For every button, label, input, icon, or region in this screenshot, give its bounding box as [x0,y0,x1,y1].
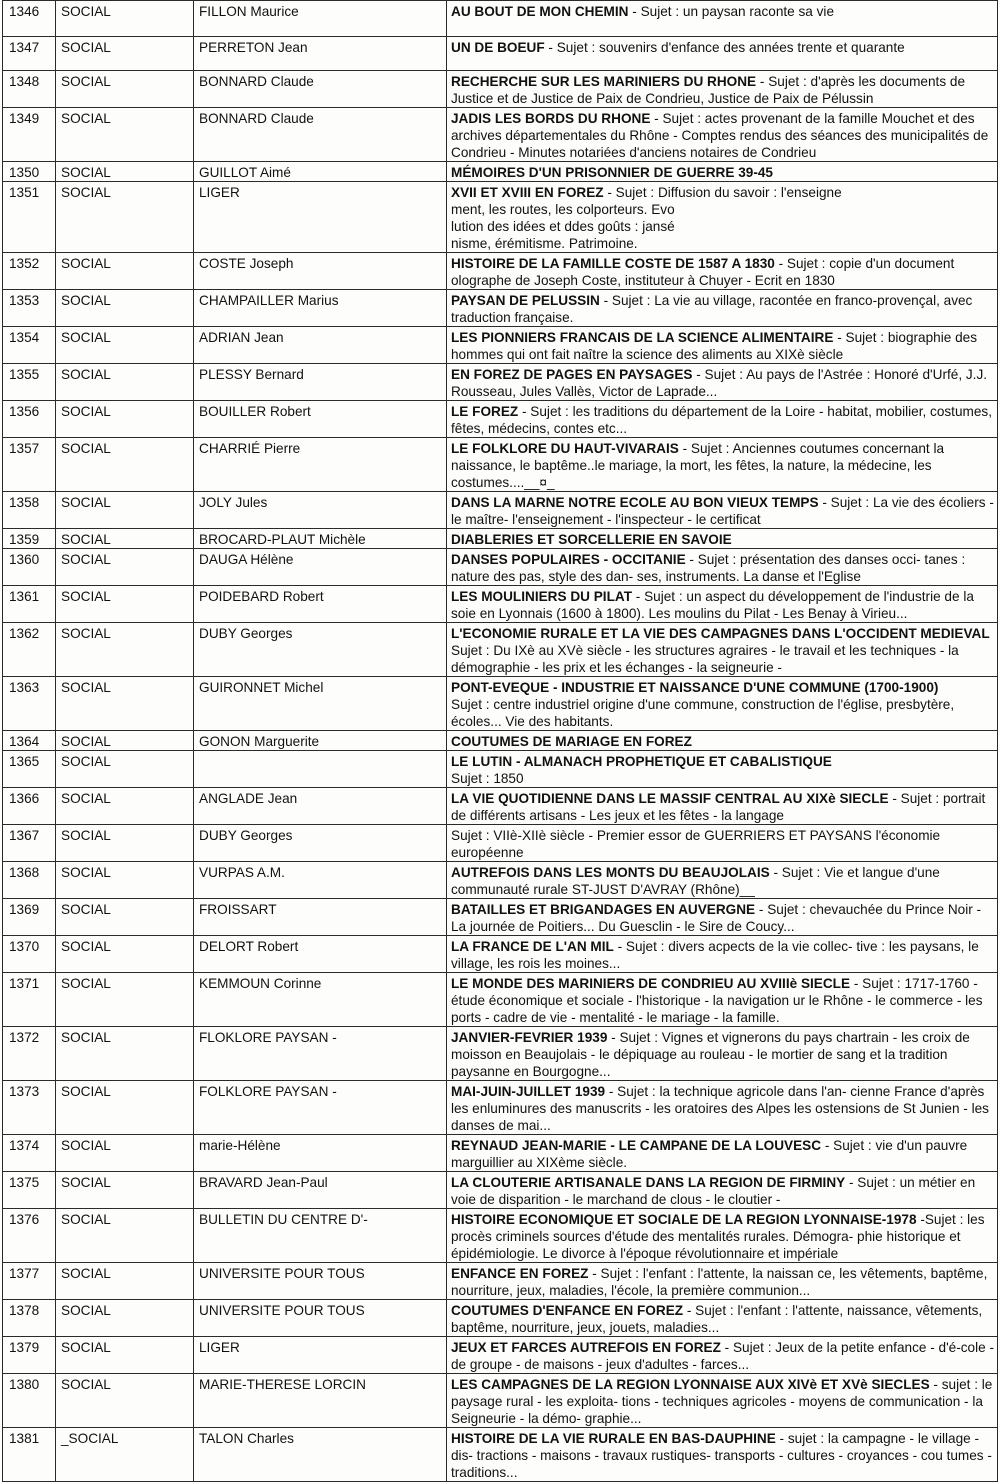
table-row [3,973,998,1027]
description [447,1300,998,1337]
book-title: LE LUTIN - ALMANACH PROPHETIQUE ET CABALISTIQUE [451,754,832,769]
description [447,1428,998,1482]
author: marie-Hélène [194,1135,447,1172]
subject-text: - Sujet : divers acpects de la vie collec- tive : les paysans, le village, les rois les moines... [451,939,979,971]
subject-text: - Sujet : d'après les documents de Justice et de Justice de Paix de Condrieu, Justice de Paix de Pélussin [451,74,966,106]
author: BOUILLER Robert [194,401,447,438]
author: JOLY Jules [194,492,447,529]
category: SOCIAL [56,862,194,899]
subject-text: - Sujet : copie d'un document olographe de Joseph Coste, instituteur à Chuyer - Ecrit en 1830 [451,256,955,288]
record-number: 1373 [3,1081,56,1135]
catalog-sheet [2,0,998,1482]
author: COSTE Joseph [194,253,447,290]
subject-text: - Sujet : chevauchée du Prince Noir - La journée de Poitiers... Du Guesclin - le Sire de Coucy... [451,902,982,934]
table-row [3,290,998,327]
author: PERRETON Jean [194,37,447,71]
description [447,623,998,677]
record-number: 1353 [3,290,56,327]
table-row [3,37,998,71]
author: BRAVARD Jean-Paul [194,1172,447,1209]
record-number: 1369 [3,899,56,936]
record-number: 1381 [3,1428,56,1482]
book-title: HISTOIRE DE LA FAMILLE COSTE DE 1587 A 1830 [451,256,775,271]
category: SOCIAL [56,108,194,162]
description [447,401,998,438]
book-title: LES MOULINIERS DU PILAT [451,589,632,604]
subject-text: - Sujet : portrait de différents artisans - Les jeux et les fêtes - la langage [451,791,986,823]
table-row [3,1300,998,1337]
description [447,1172,998,1209]
author: MARIE-THERESE LORCIN [194,1374,447,1428]
subject-text: - Sujet : l'enfant : l'attente, la naissan ce, les vêtements, baptême, nourriture, jeux, maladies, l'école, la première communion... [451,1266,988,1298]
table-row [3,586,998,623]
author: POIDEBARD Robert [194,586,447,623]
record-number: 1368 [3,862,56,899]
description [447,327,998,364]
record-number: 1361 [3,586,56,623]
author: CHAMPAILLER Marius [194,290,447,327]
record-number: 1378 [3,1300,56,1337]
category: SOCIAL [56,529,194,549]
record-number: 1380 [3,1374,56,1428]
description [447,899,998,936]
subject-text: - Sujet : La vie au village, racontée en franco-provençal, avec traduction française. [451,293,973,325]
description [447,1337,998,1374]
category: SOCIAL [56,290,194,327]
description [447,1374,998,1428]
author: LIGER [194,1337,447,1374]
record-number: 1354 [3,327,56,364]
table-row [3,438,998,492]
author: BONNARD Claude [194,71,447,108]
author: FROISSART [194,899,447,936]
category: SOCIAL [56,492,194,529]
category: SOCIAL [56,1172,194,1209]
description [447,1263,998,1300]
description [447,162,998,182]
description [447,1209,998,1263]
book-title: LE FOREZ [451,404,519,419]
book-title: ENFANCE EN FOREZ [451,1266,589,1281]
record-number: 1370 [3,936,56,973]
subject-text: - Sujet : présentation des danses occi- tanes : nature des pas, style des dan- ses, instruments. La danse et l'Eglise [451,552,966,584]
book-title: LA VIE QUOTIDIENNE DANS LE MASSIF CENTRAL AU XIXè SIECLE [451,791,889,806]
record-number: 1377 [3,1263,56,1300]
description [447,108,998,162]
book-title: REYNAUD JEAN-MARIE - LE CAMPANE DE LA LOUVESC [451,1138,822,1153]
book-title: MAI-JUIN-JUILLET 1939 [451,1084,606,1099]
record-number: 1362 [3,623,56,677]
table-row [3,1374,998,1428]
table-row [3,1135,998,1172]
author: FILLON Maurice [194,1,447,37]
book-title: COUTUMES DE MARIAGE EN FOREZ [451,734,692,749]
category: SOCIAL [56,549,194,586]
table-row [3,549,998,586]
table-row [3,862,998,899]
book-title: HISTOIRE ECONOMIQUE ET SOCIALE DE LA REGION LYONNAISE-1978 [451,1212,917,1227]
author: LIGER [194,182,447,253]
subject-text: - Sujet : la technique agricole dans l'an- cienne France d'après les enluminures des manuscrits - les oratoires des Alpes les ostensions de St Junien - les danses de mai... [451,1084,989,1133]
book-title: DIABLERIES ET SORCELLERIE EN SAVOIE [451,532,732,547]
table-row [3,623,998,677]
category: SOCIAL [56,1135,194,1172]
table-row [3,1263,998,1300]
book-title: LES PIONNIERS FRANCAIS DE LA SCIENCE ALIMENTAIRE [451,330,834,345]
description [447,1027,998,1081]
record-number: 1347 [3,37,56,71]
author: TALON Charles [194,1428,447,1482]
author: GUIRONNET Michel [194,677,447,731]
category: SOCIAL [56,731,194,751]
table-row [3,71,998,108]
book-title: LA CLOUTERIE ARTISANALE DANS LA REGION DE FIRMINY [451,1175,846,1190]
table-row [3,936,998,973]
description [447,973,998,1027]
book-title: PONT-EVEQUE - INDUSTRIE ET NAISSANCE D'UNE COMMUNE (1700-1900) [451,680,939,695]
table-row [3,677,998,731]
category: SOCIAL [56,825,194,862]
category: SOCIAL [56,788,194,825]
subject-text: Sujet : 1850 [451,771,524,786]
record-number: 1371 [3,973,56,1027]
table-row [3,899,998,936]
subject-text: - Sujet : souvenirs d'enfance des années trente et quarante [544,40,905,55]
subject-text: Sujet : VIIè-XIIè siècle - Premier essor de GUERRIERS ET PAYSANS l'économie européenne [451,828,941,860]
book-title: RECHERCHE SUR LES MARINIERS DU RHONE [451,74,757,89]
book-title: DANSES POPULAIRES - OCCITANIE [451,552,686,567]
subject-text: - sujet : le paysage rural - les exploita- tions - techniques agricoles - moyens de communication - la Seigneurie - la démo- graphie... [451,1377,993,1426]
subject-text: -Sujet : les procès criminels sources d'étude des mentalités rurales. Démogra- phie historique et épidémiologie. Le divorce à l'époque révolutionnaire et impériale [451,1212,985,1261]
author: BONNARD Claude [194,108,447,162]
category: SOCIAL [56,899,194,936]
description [447,1135,998,1172]
category: SOCIAL [56,162,194,182]
category: SOCIAL [56,751,194,788]
category: SOCIAL [56,401,194,438]
record-number: 1365 [3,751,56,788]
record-number: 1374 [3,1135,56,1172]
record-number: 1357 [3,438,56,492]
record-number: 1350 [3,162,56,182]
subject-text: - Sujet : Diffusion du savoir : l'enseigne ment, les routes, les colporteurs. Evo lution des idées et ddes goûts : jansé nisme, érémitisme. Patrimoine. [451,185,842,251]
record-number: 1355 [3,364,56,401]
category: SOCIAL [56,253,194,290]
description [447,71,998,108]
record-number: 1367 [3,825,56,862]
description [447,290,998,327]
subject-text: - Sujet : les traditions du département de la Loire - habitat, mobilier, costumes, fêtes, médecins, contes etc... [451,404,992,436]
author: UNIVERSITE POUR TOUS [194,1300,447,1337]
author: ANGLADE Jean [194,788,447,825]
book-title: BATAILLES ET BRIGANDAGES EN AUVERGNE [451,902,756,917]
description [447,862,998,899]
record-number: 1351 [3,182,56,253]
table-row [3,182,998,253]
description [447,438,998,492]
record-number: 1372 [3,1027,56,1081]
table-row [3,108,998,162]
subject-text: - Sujet : l'enfant : l'attente, naissance, vêtements, baptême, nourriture, jeux, jouets, maladies... [451,1303,983,1335]
category: SOCIAL [56,438,194,492]
category: SOCIAL [56,1374,194,1428]
author: DAUGA Hélène [194,549,447,586]
description [447,182,998,253]
table-row [3,162,998,182]
description [447,492,998,529]
category: SOCIAL [56,1263,194,1300]
record-number: 1376 [3,1209,56,1263]
book-title: DANS LA MARNE NOTRE ECOLE AU BON VIEUX TEMPS [451,495,819,510]
table-row [3,731,998,751]
category: SOCIAL [56,677,194,731]
record-number: 1352 [3,253,56,290]
author: DELORT Robert [194,936,447,973]
category: SOCIAL [56,1,194,37]
catalog-table [2,0,998,1482]
category: SOCIAL [56,623,194,677]
description [447,529,998,549]
record-number: 1360 [3,549,56,586]
subject-text: - Sujet : Vie et langue d'une communauté rurale ST-JUST D'AVRAY (Rhône)__ [451,865,940,897]
table-row [3,1337,998,1374]
book-title: JANVIER-FEVRIER 1939 [451,1030,608,1045]
record-number: 1364 [3,731,56,751]
author: FLOKLORE PAYSAN - [194,1027,447,1081]
record-number: 1348 [3,71,56,108]
record-number: 1346 [3,1,56,37]
book-title: JEUX ET FARCES AUTREFOIS EN FOREZ [451,1340,721,1355]
table-row [3,253,998,290]
description [447,825,998,862]
table-row [3,1209,998,1263]
table-row [3,327,998,364]
author: UNIVERSITE POUR TOUS [194,1263,447,1300]
category: SOCIAL [56,1027,194,1081]
record-number: 1358 [3,492,56,529]
subject-text: Sujet : Du IXè au XVè siècle - les structures agraires - le travail et les techniques - la démographie - les prix et les échanges - la seigneurie - [451,643,959,675]
subject-text: - Sujet : un métier en voie de disparition - le marchand de clous - le cloutier - [451,1175,976,1207]
description [447,37,998,71]
book-title: LA FRANCE DE L'AN MIL [451,939,614,954]
book-title: XVII ET XVIII EN FOREZ [451,185,604,200]
book-title: L'ECONOMIE RURALE ET LA VIE DES CAMPAGNES DANS L'OCCIDENT MEDIEVAL [451,626,990,641]
book-title: MÉMOIRES D'UN PRISONNIER DE GUERRE 39-45 [451,165,773,180]
description [447,731,998,751]
author: DUBY Georges [194,623,447,677]
book-title: AUTREFOIS DANS LES MONTS DU BEAUJOLAIS [451,865,770,880]
category: SOCIAL [56,1300,194,1337]
subject-text: - Sujet : un paysan raconte sa vie [628,4,835,19]
description [447,364,998,401]
description [447,1081,998,1135]
book-title: HISTOIRE DE LA VIE RURALE EN BAS-DAUPHINE [451,1431,776,1446]
book-title: AU BOUT DE MON CHEMIN [451,4,629,19]
category: SOCIAL [56,1081,194,1135]
subject-text: - Sujet : 1717-1760 - étude économique et sociale - l'historique - la navigation ur le Rhône - le commerce - les ports - cadre de vie - mentalité - le mariage - la famille. [451,976,983,1025]
subject-text: - Sujet : vie d'un pauvre marguillier au XIXème siècle. [451,1138,968,1170]
description [447,677,998,731]
description [447,788,998,825]
book-title: COUTUMES D'ENFANCE EN FOREZ [451,1303,684,1318]
book-title: LE FOLKLORE DU HAUT-VIVARAIS [451,441,679,456]
author: CHARRIÉ Pierre [194,438,447,492]
record-number: 1356 [3,401,56,438]
description [447,936,998,973]
category: _SOCIAL [56,1428,194,1482]
subject-text: - Sujet : un aspect du développement de l'industrie de la soie en Lyonnais (1600 à 1800). Les moulins du Pilat - Les Benay à Virieu... [451,589,974,621]
subject-text: - Sujet : La vie des écoliers - le maître- l'enseignement - l'inspecteur - le certificat [451,495,994,527]
record-number: 1359 [3,529,56,549]
category: SOCIAL [56,364,194,401]
table-row [3,492,998,529]
author: BROCARD-PLAUT Michèle [194,529,447,549]
table-row [3,1428,998,1482]
subject-text: - Sujet : biographie des hommes qui ont fait naître la science des aliments au XIXè siècle [451,330,977,362]
book-title: JADIS LES BORDS DU RHONE [451,111,651,126]
subject-text: Sujet : centre industriel origine d'une commune, construction de l'église, presbytère, écoles... Vie des habitants. [451,697,955,729]
table-row [3,751,998,788]
description [447,1,998,37]
author: VURPAS A.M. [194,862,447,899]
subject-text: - sujet : la campagne - le village - dis- tractions - maisons - travaux rustiques- transports - cultures - croyances - cou tumes - traditions... [451,1431,992,1480]
subject-text: - Sujet : Vignes et vignerons du pays chartrain - les croix de moisson en Beaujolais - le dépiquage au rouleau - le mortier de sang et la tradition paysanne en Bourgogne... [451,1030,970,1079]
category: SOCIAL [56,182,194,253]
description [447,253,998,290]
table-row [3,825,998,862]
book-title: UN DE BOEUF [451,40,545,55]
book-title: LE MONDE DES MARINIERS DE CONDRIEU AU XVIIIè SIECLE [451,976,851,991]
subject-text: - Sujet : Anciennes coutumes concernant la naissance, le baptême..le mariage, la mort, les fêtes, la nature, la médecine, les costumes....__¤_ [451,441,945,490]
record-number: 1375 [3,1172,56,1209]
record-number: 1366 [3,788,56,825]
table-row [3,1,998,37]
category: SOCIAL [56,37,194,71]
subject-text: - Sujet : Au pays de l'Astrée : Honoré d'Urfé, J.J. Rousseau, Jules Vallès, Victor de Laprade... [451,367,988,399]
subject-text: - Sujet : Jeux de la petite enfance - d'é-cole - de groupe - de maisons - jeux d'adultes - farces... [451,1340,995,1372]
subject-text: - Sujet : actes provenant de la famille Mouchet et des archives départementales du Rhône - Comptes rendus des séances des municipalités de Condrieu - Minutes notariées d'anciens notaires de Condrieu [451,111,989,160]
author [194,751,447,788]
book-title: EN FOREZ DE PAGES EN PAYSAGES [451,367,693,382]
description [447,751,998,788]
author: PLESSY Bernard [194,364,447,401]
author: KEMMOUN Corinne [194,973,447,1027]
author: FOLKLORE PAYSAN - [194,1081,447,1135]
author: GONON Marguerite [194,731,447,751]
author: BULLETIN DU CENTRE D'- [194,1209,447,1263]
table-row [3,1172,998,1209]
record-number: 1349 [3,108,56,162]
record-number: 1363 [3,677,56,731]
book-title: PAYSAN DE PELUSSIN [451,293,600,308]
table-row [3,364,998,401]
category: SOCIAL [56,1337,194,1374]
author: DUBY Georges [194,825,447,862]
author: GUILLOT Aimé [194,162,447,182]
table-row [3,1027,998,1081]
table-row [3,529,998,549]
table-row [3,401,998,438]
description [447,586,998,623]
table-row [3,788,998,825]
description [447,549,998,586]
category: SOCIAL [56,1209,194,1263]
category: SOCIAL [56,973,194,1027]
book-title: LES CAMPAGNES DE LA REGION LYONNAISE AUX XIVè ET XVè SIECLES [451,1377,930,1392]
record-number: 1379 [3,1337,56,1374]
category: SOCIAL [56,71,194,108]
author: ADRIAN Jean [194,327,447,364]
table-row [3,1081,998,1135]
category: SOCIAL [56,327,194,364]
category: SOCIAL [56,586,194,623]
category: SOCIAL [56,936,194,973]
